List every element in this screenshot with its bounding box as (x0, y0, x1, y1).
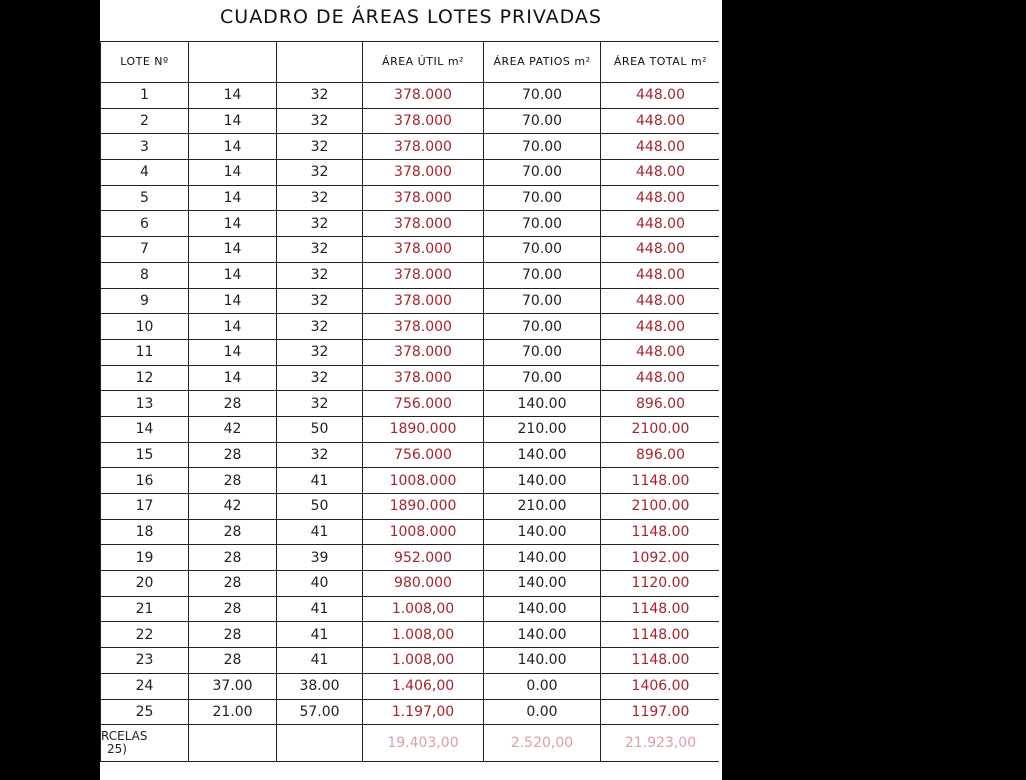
areas-table (100, 41, 721, 762)
cell-area-total: 448.00 (601, 365, 721, 391)
cell-col3: 50 (277, 416, 363, 442)
cell-col2: 14 (189, 134, 277, 160)
cell-lote: 20 (101, 571, 189, 597)
cell-col2: 14 (189, 185, 277, 211)
cell-col2: 14 (189, 211, 277, 237)
cell-area-total: 1148.00 (601, 468, 721, 494)
cell-col2: 14 (189, 237, 277, 263)
cell-area-patios: 140.00 (484, 519, 601, 545)
cell-col2: 14 (189, 314, 277, 340)
cell-lote: 10 (101, 314, 189, 340)
cell-lote: 22 (101, 622, 189, 648)
cell-area-patios: 70.00 (484, 160, 601, 186)
cell-area-util: 756.000 (363, 442, 484, 468)
cell-area-patios: 140.00 (484, 571, 601, 597)
total-area-util: 19.403,00 (363, 725, 484, 762)
cell-lote: 13 (101, 391, 189, 417)
cell-area-util: 378.000 (363, 339, 484, 365)
cell-lote: 14 (101, 416, 189, 442)
cell-area-util: 1.406,00 (363, 673, 484, 699)
cell-col3: 32 (277, 185, 363, 211)
cell-area-util: 378.000 (363, 160, 484, 186)
cell-col3: 32 (277, 262, 363, 288)
cell-area-util: 756.000 (363, 391, 484, 417)
table-row (101, 416, 721, 442)
header-area-patios (484, 42, 601, 83)
header-area-total: ÁREA TOTAL m² (601, 42, 721, 83)
table-row (101, 185, 721, 211)
cell-area-util: 952.000 (363, 545, 484, 571)
table-row (101, 288, 721, 314)
cell-area-patios: 70.00 (484, 365, 601, 391)
cell-col2: 28 (189, 519, 277, 545)
cell-area-total: 448.00 (601, 108, 721, 134)
total-col2 (189, 725, 277, 762)
cell-area-patios: 70.00 (484, 211, 601, 237)
cell-lote: 16 (101, 468, 189, 494)
cell-col2: 42 (189, 494, 277, 520)
cell-area-total: 448.00 (601, 134, 721, 160)
header-col3 (277, 42, 363, 83)
cell-area-patios: 210.00 (484, 494, 601, 520)
drawing-sheet (100, 0, 722, 780)
cell-lote: 2 (101, 108, 189, 134)
cell-lote: 15 (101, 442, 189, 468)
cell-col2: 37.00 (189, 673, 277, 699)
cell-area-patios: 70.00 (484, 185, 601, 211)
cell-area-util: 980.000 (363, 571, 484, 597)
cell-area-util: 1.197,00 (363, 699, 484, 725)
cell-area-total: 1148.00 (601, 622, 721, 648)
cell-area-patios: 70.00 (484, 134, 601, 160)
table-row (101, 262, 721, 288)
cell-area-util: 378.000 (363, 108, 484, 134)
sheet-right-edge (719, 0, 722, 780)
cell-col3: 32 (277, 365, 363, 391)
cell-area-util: 1890.000 (363, 416, 484, 442)
total-label-line1: RCELAS (101, 729, 148, 744)
cell-area-total: 2100.00 (601, 494, 721, 520)
cell-area-patios: 140.00 (484, 596, 601, 622)
cell-col3: 32 (277, 160, 363, 186)
cell-col3: 32 (277, 314, 363, 340)
cell-area-total: 448.00 (601, 262, 721, 288)
cell-area-patios: 70.00 (484, 108, 601, 134)
total-label-line2: 25) (107, 742, 127, 757)
cell-area-patios: 70.00 (484, 262, 601, 288)
table-row (101, 596, 721, 622)
total-area-total: 21.923,00 (601, 725, 721, 762)
cell-area-patios: 70.00 (484, 237, 601, 263)
cell-area-util: 378.000 (363, 83, 484, 109)
cell-area-util: 1.008,00 (363, 596, 484, 622)
cell-area-util: 1890.000 (363, 494, 484, 520)
table-row (101, 237, 721, 263)
cell-area-patios: 0.00 (484, 673, 601, 699)
cell-col3: 32 (277, 108, 363, 134)
cell-lote: 4 (101, 160, 189, 186)
cell-area-total: 1148.00 (601, 648, 721, 674)
cell-col3: 50 (277, 494, 363, 520)
cell-area-total: 896.00 (601, 391, 721, 417)
table-row (101, 699, 721, 725)
table-row (101, 622, 721, 648)
cell-lote: 5 (101, 185, 189, 211)
cell-lote: 23 (101, 648, 189, 674)
cell-area-util: 378.000 (363, 365, 484, 391)
cell-col3: 41 (277, 622, 363, 648)
header-lote: LOTE Nº (101, 42, 189, 83)
cell-area-total: 1092.00 (601, 545, 721, 571)
cell-area-util: 1008.000 (363, 468, 484, 494)
table-row (101, 673, 721, 699)
cell-area-total: 448.00 (601, 83, 721, 109)
cell-area-total: 448.00 (601, 211, 721, 237)
cell-lote: 1 (101, 83, 189, 109)
header-col2 (189, 42, 277, 83)
cell-col3: 32 (277, 237, 363, 263)
table-row (101, 519, 721, 545)
cell-lote: 24 (101, 673, 189, 699)
cell-lote: 7 (101, 237, 189, 263)
cell-col2: 28 (189, 545, 277, 571)
cell-col2: 28 (189, 468, 277, 494)
table-row (101, 83, 721, 109)
cell-area-patios: 210.00 (484, 416, 601, 442)
table-row (101, 648, 721, 674)
table-row (101, 494, 721, 520)
table-row (101, 339, 721, 365)
total-row (101, 725, 721, 762)
cell-area-total: 448.00 (601, 160, 721, 186)
table-row (101, 211, 721, 237)
cell-area-util: 378.000 (363, 262, 484, 288)
table-title: CUADRO DE ÁREAS LOTES PRIVADAS (220, 6, 602, 28)
cell-area-patios: 70.00 (484, 288, 601, 314)
cell-lote: 6 (101, 211, 189, 237)
table-row (101, 108, 721, 134)
cell-lote: 8 (101, 262, 189, 288)
cell-lote: 17 (101, 494, 189, 520)
table-row (101, 134, 721, 160)
cell-area-total: 448.00 (601, 339, 721, 365)
table-row (101, 160, 721, 186)
cell-area-util: 378.000 (363, 314, 484, 340)
cell-area-total: 448.00 (601, 314, 721, 340)
table-row (101, 442, 721, 468)
cell-col3: 32 (277, 211, 363, 237)
cell-col2: 28 (189, 442, 277, 468)
cell-area-total: 1197.00 (601, 699, 721, 725)
cell-lote: 21 (101, 596, 189, 622)
table-row (101, 314, 721, 340)
cell-area-total: 1120.00 (601, 571, 721, 597)
cell-col2: 14 (189, 108, 277, 134)
cell-col2: 28 (189, 648, 277, 674)
header-area-util: ÁREA ÚTIL m² (363, 42, 484, 83)
total-label (101, 725, 189, 762)
cell-col3: 32 (277, 134, 363, 160)
cell-area-total: 1148.00 (601, 596, 721, 622)
cell-area-patios: 140.00 (484, 648, 601, 674)
cell-col3: 38.00 (277, 673, 363, 699)
cell-col3: 40 (277, 571, 363, 597)
cell-col3: 32 (277, 442, 363, 468)
cell-col2: 28 (189, 622, 277, 648)
cell-area-total: 896.00 (601, 442, 721, 468)
table-row (101, 571, 721, 597)
table-row (101, 468, 721, 494)
cell-col2: 21.00 (189, 699, 277, 725)
cell-area-patios: 70.00 (484, 314, 601, 340)
cell-area-total: 448.00 (601, 237, 721, 263)
cell-col2: 28 (189, 571, 277, 597)
cell-area-util: 378.000 (363, 134, 484, 160)
cell-lote: 3 (101, 134, 189, 160)
cell-col2: 14 (189, 262, 277, 288)
cell-area-util: 378.000 (363, 237, 484, 263)
cell-col3: 41 (277, 468, 363, 494)
cell-col2: 14 (189, 83, 277, 109)
cell-area-patios: 70.00 (484, 339, 601, 365)
cell-area-total: 2100.00 (601, 416, 721, 442)
cell-area-patios: 140.00 (484, 622, 601, 648)
cell-lote: 25 (101, 699, 189, 725)
header-area-patios-label: ÁREA PATIOS m² (493, 55, 591, 68)
cell-area-util: 378.000 (363, 288, 484, 314)
cell-col2: 28 (189, 596, 277, 622)
cell-area-util: 1.008,00 (363, 648, 484, 674)
cell-col3: 41 (277, 519, 363, 545)
cell-area-total: 448.00 (601, 288, 721, 314)
header-row (101, 42, 721, 83)
cell-col2: 14 (189, 160, 277, 186)
cell-col3: 32 (277, 391, 363, 417)
cell-col2: 42 (189, 416, 277, 442)
cell-area-patios: 70.00 (484, 83, 601, 109)
cell-col2: 14 (189, 365, 277, 391)
cell-lote: 18 (101, 519, 189, 545)
table-row (101, 365, 721, 391)
cell-col2: 14 (189, 288, 277, 314)
cell-lote: 11 (101, 339, 189, 365)
cell-area-util: 378.000 (363, 211, 484, 237)
cell-col3: 41 (277, 596, 363, 622)
cell-lote: 9 (101, 288, 189, 314)
cell-area-util: 1008.000 (363, 519, 484, 545)
cell-area-util: 378.000 (363, 185, 484, 211)
cell-area-patios: 0.00 (484, 699, 601, 725)
cell-area-patios: 140.00 (484, 545, 601, 571)
table-row (101, 391, 721, 417)
cell-col3: 32 (277, 288, 363, 314)
cell-lote: 19 (101, 545, 189, 571)
table-row (101, 545, 721, 571)
cell-area-total: 1406.00 (601, 673, 721, 699)
cell-col3: 41 (277, 648, 363, 674)
cell-lote: 12 (101, 365, 189, 391)
cell-col3: 57.00 (277, 699, 363, 725)
cell-col2: 28 (189, 391, 277, 417)
cell-area-util: 1.008,00 (363, 622, 484, 648)
total-col3 (277, 725, 363, 762)
cell-col2: 14 (189, 339, 277, 365)
table-body (101, 83, 721, 725)
cell-area-patios: 140.00 (484, 442, 601, 468)
cell-col3: 39 (277, 545, 363, 571)
cell-col3: 32 (277, 83, 363, 109)
cell-col3: 32 (277, 339, 363, 365)
cell-area-patios: 140.00 (484, 391, 601, 417)
total-area-patios: 2.520,00 (484, 725, 601, 762)
cell-area-total: 1148.00 (601, 519, 721, 545)
cell-area-patios: 140.00 (484, 468, 601, 494)
cell-area-total: 448.00 (601, 185, 721, 211)
